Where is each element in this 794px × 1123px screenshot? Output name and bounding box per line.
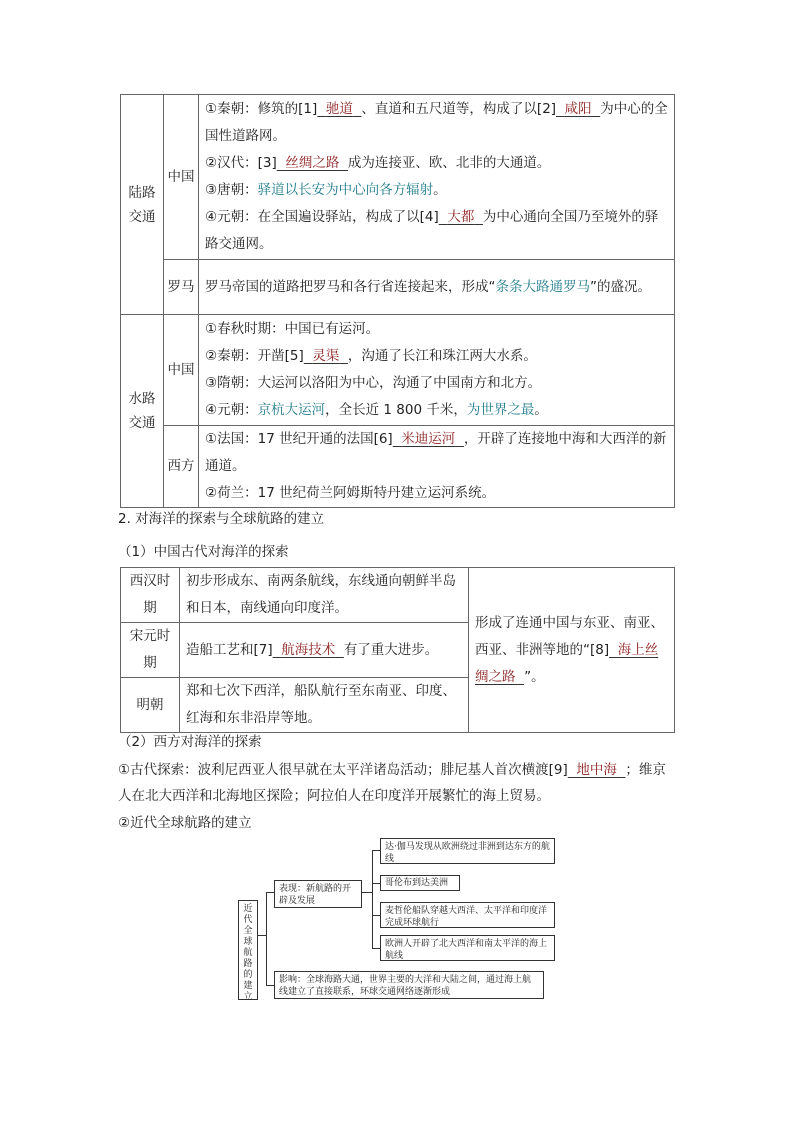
period-xihan: 西汉时期 (121, 568, 180, 623)
diagram-leaf-magellan: 麦哲伦船队穿越大西洋、太平洋和印度洋完成环球航行 (380, 902, 555, 928)
period-songyuan: 宋元时期 (121, 623, 180, 678)
region-rome: 罗马 (164, 260, 199, 315)
sub1-title: （1）中国古代对海洋的探索 (118, 544, 289, 560)
water-west-cell (199, 426, 675, 508)
diagram-branch-manifestation: 表现：新航路的开辟及发展 (274, 880, 362, 908)
blank-6: 米迪运河 (401, 431, 456, 447)
region-china-water: 中国 (164, 315, 199, 426)
water-west-line-1: ①法国：17 世纪开通的法国[6] 米迪运河 ，开辟了连接地中海和大西洋的新通道。 (205, 431, 667, 474)
blank-7: 航海技术 (281, 641, 336, 658)
diagram-root-box: 近代全球航路的建立 (238, 900, 258, 1000)
region-china-land: 中国 (164, 95, 199, 260)
region-west: 西方 (164, 426, 199, 508)
blank-5: 灵渠 (312, 348, 340, 364)
land-china-line-3: ③唐朝：驿道以长安为中心向各方辐射。 (205, 182, 447, 198)
water-china-line-1: ①春秋时期：中国已有运河。 (205, 321, 380, 337)
section2-title: 2. 对海洋的探索与全球航路的建立 (118, 511, 325, 527)
row-ming-content: 郑和七次下西洋，船队航行至东南亚、印度、红海和东非沿岸等地。 (180, 678, 469, 733)
china-sea-table (120, 567, 675, 733)
land-china-line-4: ④元朝：在全国遍设驿站，构成了以[4] 大都 为中心通向全国乃至境外的驿路交通网。 (205, 209, 659, 252)
summary-cell: 形成了连通中国与东亚、南亚、西亚、非洲等地的“[8] 海上丝绸之路 ”。 (469, 568, 675, 733)
category-water: 水路交通 (121, 315, 164, 508)
blank-3: 丝绸之路 (285, 155, 340, 171)
diagram-branch-impact: 影响：全球海路大通，世界主要的大洋和大陆之间，通过海上航线建立了直接联系，环球交通网络逐渐形成 (274, 971, 544, 999)
row-xihan-content: 初步形成东、南两条航线，东线通向朝鲜半岛和日本，南线通向印度洋。 (180, 568, 469, 623)
land-china-cell (199, 95, 675, 260)
diagram-leaf-dagama: 达·伽马发现从欧洲绕过非洲到达东方的航线 (380, 838, 555, 864)
land-rome-cell: 罗马帝国的道路把罗马和各行省连接起来，形成“条条大路通罗马”的盛况。 (199, 260, 675, 315)
land-china-line-2: ②汉代：[3] 丝绸之路 成为连接亚、欧、北非的大通道。 (205, 155, 551, 171)
water-china-line-4: ④元朝：京杭大运河，全长近 1 800 千米，为世界之最。 (205, 402, 548, 418)
water-china-line-2: ②秦朝：开凿[5] 灵渠 ，沟通了长江和珠江两大水系。 (205, 348, 537, 364)
blank-4: 大都 (447, 209, 475, 225)
diagram-leaf-columbus: 哥伦布到达美洲 (380, 875, 460, 891)
water-china-cell (199, 315, 675, 426)
land-china-line-1: ①秦朝：修筑的[1] 驰道 、直道和五尺道等，构成了以[2] 咸阳 为中心的全国性道路网。 (205, 101, 668, 144)
row-songyuan-content: 造船工艺和[7] 航海技术 有了重大进步。 (180, 623, 469, 678)
blank-9: 地中海 (576, 762, 617, 778)
category-land: 陆路交通 (121, 95, 164, 315)
water-west-line-2: ②荷兰：17 世纪荷兰阿姆斯特丹建立运河系统。 (205, 485, 496, 501)
diagram-leaf-north-atlantic: 欧洲人开辟了北大西洋和南太平洋的海上航线 (380, 935, 555, 961)
transport-table (120, 94, 675, 508)
blank-2: 咸阳 (564, 101, 592, 117)
modern-title: ②近代全球航路的建立 (118, 815, 252, 831)
period-ming: 明朝 (121, 678, 180, 733)
routes-diagram (230, 835, 570, 1005)
water-china-line-3: ③隋朝：大运河以洛阳为中心，沟通了中国南方和北方。 (205, 375, 542, 391)
blank-1: 驰道 (325, 101, 353, 117)
ancient-exploration: ①古代探索：波利尼西亚人很早就在太平洋诸岛活动；腓尼基人首次横渡[9] 地中海 ；维京人在北大西洋和北海地区探险；阿拉伯人在印度洋开展繁忙的海上贸易。 (118, 762, 666, 804)
blank-8: 海上丝绸之路 (475, 641, 659, 685)
sub2-title: （2）西方对海洋的探索 (118, 734, 262, 750)
